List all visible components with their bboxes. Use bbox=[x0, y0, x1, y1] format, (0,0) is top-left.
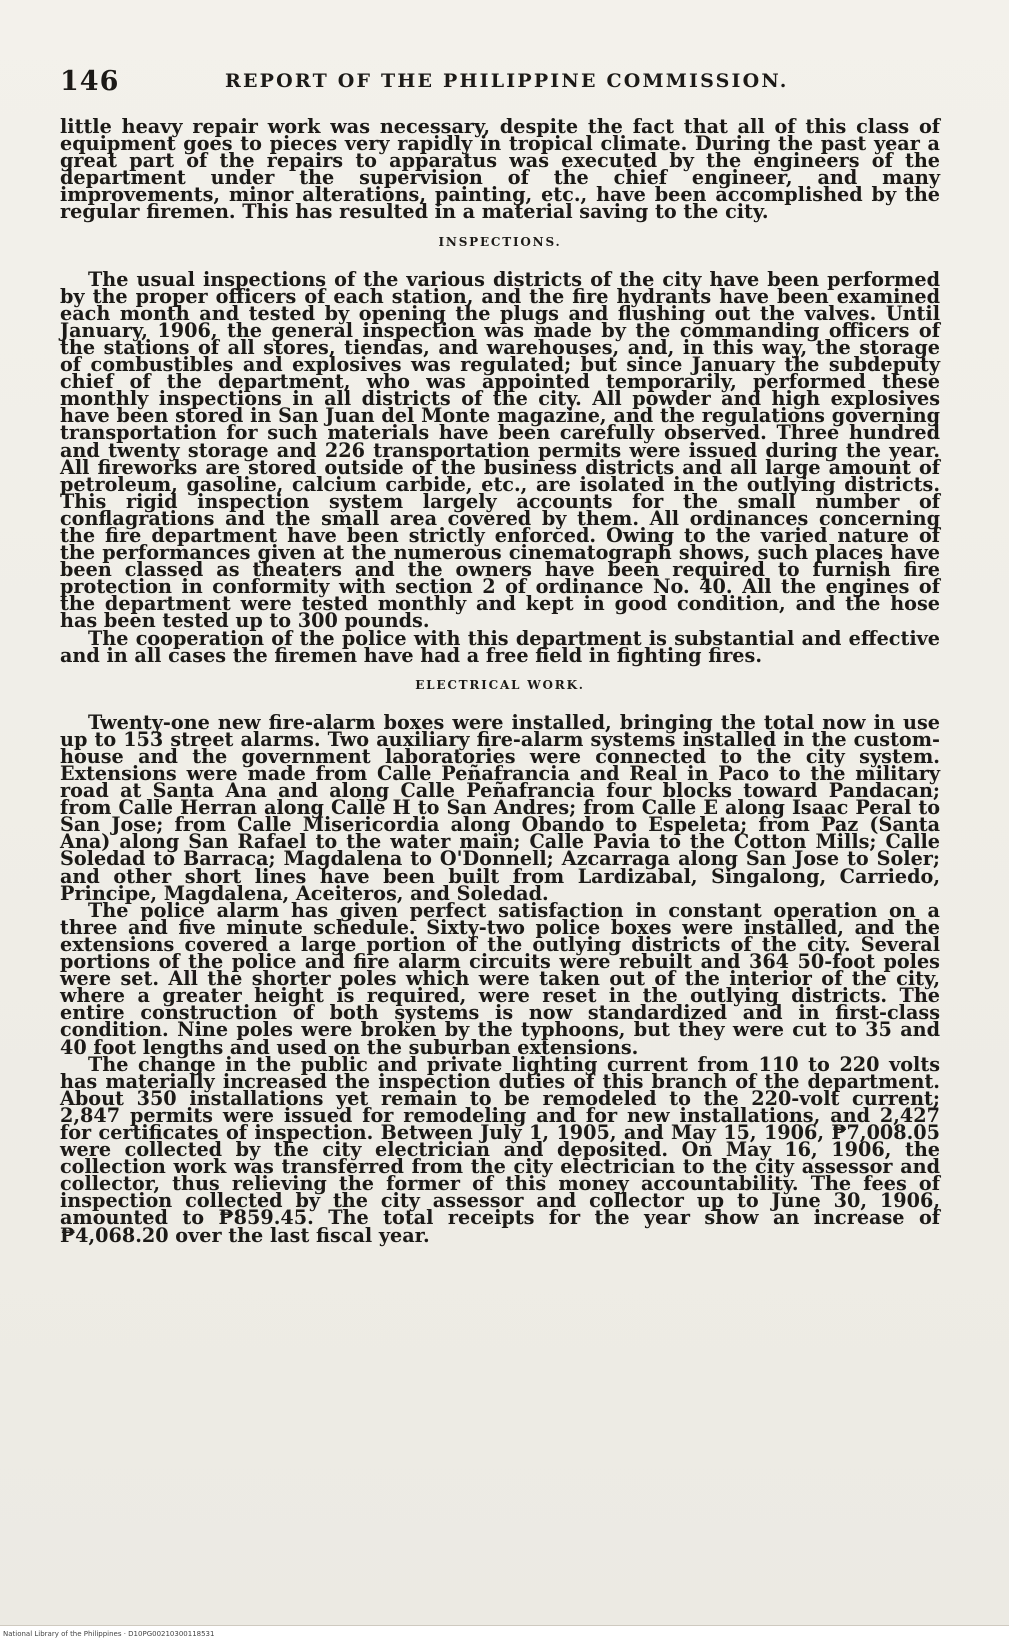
paragraph: The change in the public and private lighting current from 110 to 220 volts has materially increased the inspection duties of this branch of the department. About 350 installations yet remain to be remodeled to the 220-volt current; 2,847 permits were issued for remodeling and for new installations, and 2,427 for certificates of inspection. Between July 1, 1905, and May 15, 1906, ₱7,008.05 were collected by the city electrician and deposited. On May 16, 1906, the collection work was transferred from the city electrician to the city assessor and collector, thus relieving the former of this money accountability. The fees of inspection collected by the city assessor and collector up to June 30, 1906, amounted to ₱859.45. The total receipts for the year show an increase of ₱4,068.20 over the last fiscal year. bbox=[60, 1052, 940, 1247]
page-header bbox=[60, 66, 940, 106]
section-heading-electrical-work: ELECTRICAL WORK. bbox=[415, 677, 585, 692]
scan-footer bbox=[0, 1625, 1009, 1644]
page-number: 146 bbox=[60, 66, 120, 97]
paragraph: The police alarm has given perfect satisfaction in constant operation on a three and five minute schedule. Sixty-two police boxes were installed, and the extensions covered a large portion of the outlying districts of the city. Several portions of the police and fire alarm circuits were rebuilt and 364 50-foot poles were set. All the shorter poles which were taken out of the interior of the city, where a greater height is required, were reset in the outlying districts. The entire construction of both systems is now standardized and in first-class condition. Nine poles were broken by the typhoons, but they were cut to 35 and 40 foot lengths and used on the suburban extensions. bbox=[60, 898, 940, 1059]
running-head: REPORT OF THE PHILIPPINE COMMISSION. bbox=[225, 70, 789, 92]
scan-footer-text: National Library of the Philippines · D10PG00210300118531 bbox=[3, 1630, 215, 1638]
section-heading-inspections: INSPECTIONS. bbox=[438, 234, 562, 249]
paragraph: little heavy repair work was necessary, despite the fact that all of this class of equipment goes to pieces very rapidly in tropical climate. During the past year a great part of the repairs to apparatus was executed by the engineers of the department under the supervision of the chief engineer, and many improvements, minor alterations, painting, etc., have been accomplished by the regular firemen. This has resulted in a material saving to the city. bbox=[60, 115, 940, 224]
document-body bbox=[60, 115, 940, 1247]
paragraph: Twenty-one new fire-alarm boxes were installed, bringing the total now in use up to 153 street alarms. Two auxiliary fire-alarm systems installed in the custom-house and the government laboratories were connected to the city system. Extensions were made from Calle Peñafrancia and Real in Paco to the military road at Santa Ana and along Calle Peñafrancia four blocks toward Pandacan; from Calle Herran along Calle H to San Andres; from Calle E along Isaac Peral to San Jose; from Calle Misericordia along Obando to Espeleta; from Paz (Santa Ana) along San Rafael to the water main; Calle Pavia to the Cotton Mills; Calle Soledad to Barraca; Magdalena to O'Donnell; Azcarraga along San Jose to Soler; and other short lines have been built from Lardizabal, Singalong, Carriedo, Principe, Magdalena, Aceiteros, and Soledad. bbox=[60, 710, 940, 905]
paragraph: The usual inspections of the various districts of the city have been performed by the proper officers of each station, and the fire hydrants have been examined each month and tested by opening the plugs and flushing out the valves. Until January, 1906, the general inspection was made by the commanding officers of the stations of all stores, tiendas, and warehouses, and, in this way, the storage of combustibles and explosives was regulated; but since January the subdeputy chief of the department, who was appointed temporarily, performed these monthly inspections in all districts of the city. All powder and high explosives have been stored in San Juan del Monte magazine, and the regulations governing transportation for such materials have been carefully observed. Three hundred and twenty storage and 226 transportation permits were issued during the year. All fireworks are stored outside of the business districts and all large amount of petroleum, gasoline, calcium carbide, etc., are isolated in the outlying districts. This rigid inspection system largely accounts for the small number of conflagrations and the small area covered by them. All ordinances concerning the fire department have been strictly enforced. Owing to the varied nature of the performances given at the numerous cinematograph shows, such places have been classed as theaters and the owners have been required to furnish fire protection in conformity with section 2 of ordinance No. 40. All the engines of the department were tested monthly and kept in good condition, and the hose has been tested up to 300 pounds. bbox=[60, 267, 940, 633]
paragraph: The cooperation of the police with this department is substantial and effective and in all cases the firemen have had a free field in fighting fires. bbox=[60, 626, 940, 667]
